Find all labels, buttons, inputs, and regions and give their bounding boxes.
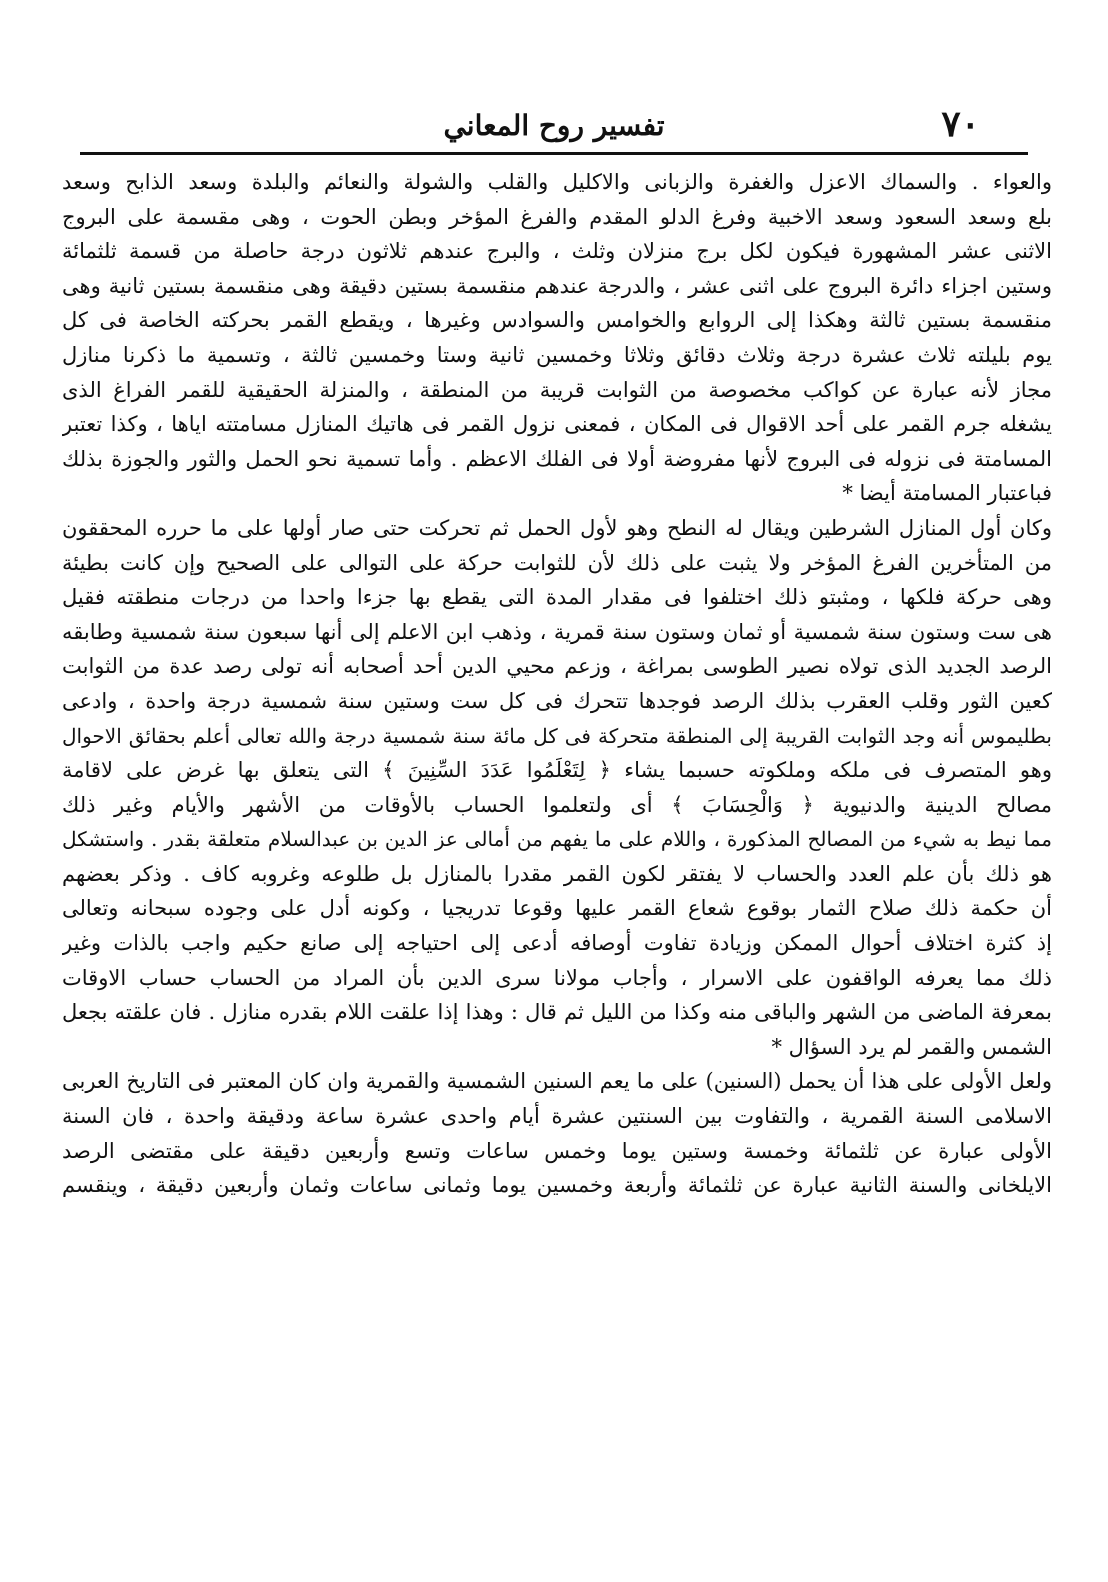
text-line: فباعتبار المسامتة أيضا *: [842, 481, 1052, 506]
page-number: ٧٠: [941, 103, 980, 145]
text-line: وكان أول المنازل الشرطين ويقال له النطح وهو لأول الحمل ثم تحركت حتى صار أولها على ما حرره المحققون: [62, 515, 1052, 540]
text-line: بطليموس أنه وجد الثوابت القريبة إلى المنطقة متحركة فى كل مائة سنة شمسية درجة والله تعالى أعلم بحقائق الاحوال: [62, 723, 1052, 748]
text-line: منقسمة بستين ثالثة وهكذا إلى الروابع والخوامس والسوادس وغيرها ، ويقطع القمر بحركته الخاصة فى كل: [62, 308, 1052, 333]
text-line: وستين اجزاء دائرة البروج على اثنى عشر ، والدرجة عندهم منقسمة بستين دقيقة وهى منقسمة بستين ثانية وهى: [62, 273, 1052, 298]
text-line: يشغله جرم القمر على أحد الاقوال فى المكان ، فمعنى نزول القمر فى هاتيك المنازل مسامتته اياها ، وكذا تعتبر: [62, 412, 1052, 437]
text-line: بلع وسعد السعود وسعد الاخبية وفرغ الدلو المقدم والفرغ المؤخر وبطن الحوت ، وهى مقسمة على البروج: [62, 204, 1052, 229]
text-line: المسامتة فى نزوله فى البروج لأنها مفروضة أولا فى الفلك الاعظم . وأما تسمية نحو الحمل والثور والجوزة بذلك: [62, 446, 1052, 471]
text-line: الرصد الجديد الذى تولاه نصير الطوسى بمراغة ، وزعم محيي الدين أحد أصحابه أنه تولى رصد عدة من الثوابت: [62, 654, 1052, 679]
text-line: الشمس والقمر لم يرد السؤال *: [771, 1034, 1052, 1059]
text-line: كعين الثور وقلب العقرب بذلك الرصد فوجدها تتحرك فى كل ست وستين سنة شمسية درجة واحدة ، وادعى: [62, 688, 1052, 713]
text-line: ذلك مما يعرفه الواقفون على الاسرار ، وأجاب مولانا سرى الدين بأن المراد من الحساب حساب الاوقات: [62, 965, 1052, 990]
text-line: مصالح الدينية والدنيوية ﴿ وَالْحِسَابَ ﴾ أى ولتعلموا الحساب بالأوقات من الأشهر والأيام وغير ذلك: [62, 792, 1052, 817]
text-line: بمعرفة الماضى من الشهر والباقى منه وكذا من الليل ثم قال : وهذا إذا علقت اللام بقدره منازل . فان علقته بجعل: [62, 1000, 1052, 1025]
text-line: يوم بليلته ثلاث عشرة درجة وثلاث دقائق وثلاثا وخمسين ثانية وستا وخمسين ثالثة ، وتسمية ما ذكرنا منازل: [62, 342, 1052, 367]
text-line: الايلخانى والسنة الثانية عبارة عن ثلثمائة وأربعة وخمسين يوما وثمانى ساعات وثمان وأربعين دقيقة ، وينقسم: [62, 1173, 1052, 1198]
page-header: [80, 100, 1028, 152]
text-line: هى ست وستون سنة شمسية أو ثمان وستون سنة قمرية ، وذهب ابن الاعلم إلى أنها سبعون سنة شمسية وطابقه: [62, 619, 1052, 644]
text-line: هو ذلك بأن علم العدد والحساب لا يفتقر لكون القمر مقدرا بالمنازل بل طلوعه وغروبه كاف . وذكر بعضهم: [62, 861, 1052, 886]
body-text: [62, 165, 1052, 1203]
text-line: والعواء . والسماك الاعزل والغفرة والزبانى والاكليل والقلب والشولة والنعائم والبلدة وسعد الذابح وسعد: [62, 170, 1052, 194]
text-line: الاثنى عشر المشهورة فيكون لكل برج منزلان وثلث ، والبرج عندهم ثلاثون درجة حاصلة من قسمة ثلثمائة: [62, 239, 1052, 264]
text-line: الأولى عبارة عن ثلثمائة وخمسة وستين يوما وخمس ساعات وتسع وأربعين دقيقة على مقتضى الرصد: [62, 1138, 1052, 1163]
text-line: إذ كثرة اختلاف أحوال الممكن وزيادة تفاوت أوصافه أدعى إلى احتياجه إلى صانع حكيم واجب بالذات وغير: [62, 931, 1052, 956]
text-line: مجاز لأنه عبارة عن كواكب مخصوصة من الثوابت قريبة من المنطقة ، والمنزلة الحقيقية للقمر الفراغ الذى: [62, 377, 1052, 402]
text-line: مما نيط به شيء من المصالح المذكورة ، واللام على ما يفهم من أمالى عز الدين بن عبدالسلام متعلقة بقدر . واستشكل: [62, 827, 1052, 852]
text-line: وهو المتصرف فى ملكه وملكوته حسبما يشاء ﴿ لِتَعْلَمُوا عَدَدَ السِّنِينَ ﴾ التى يتعلق بها غرض على لاقامة: [62, 758, 1052, 783]
text-line: من المتأخرين الفرغ المؤخر ولا يثبت على ذلك لأن للثوابت حركة على التوالى على الصحيح وإن كانت بطيئة: [62, 550, 1052, 575]
header-rule: [80, 152, 1028, 155]
text-line: أن حكمة ذلك صلاح الثمار بوقوع شعاع القمر عليها وقوعا تدريجيا ، وكونه أدل على وجوده سبحانه وتعالى: [62, 896, 1052, 921]
running-title: تفسير روح المعاني: [443, 109, 665, 142]
text-line: ولعل الأولى على هذا أن يحمل (السنين) على ما يعم السنين الشمسية والقمرية وان كان المعتبر فى التاريخ العربى: [62, 1069, 1052, 1094]
text-line: وهى حركة فلكها ، ومثبتو ذلك اختلفوا فى مقدار المدة التى يقطع بها جزءا واحدا من درجات منطقته فقيل: [62, 585, 1052, 610]
text-line: الاسلامى السنة القمرية ، والتفاوت بين السنتين عشرة أيام واحدى عشرة ساعة ودقيقة واحدة ، فان السنة: [62, 1104, 1052, 1129]
